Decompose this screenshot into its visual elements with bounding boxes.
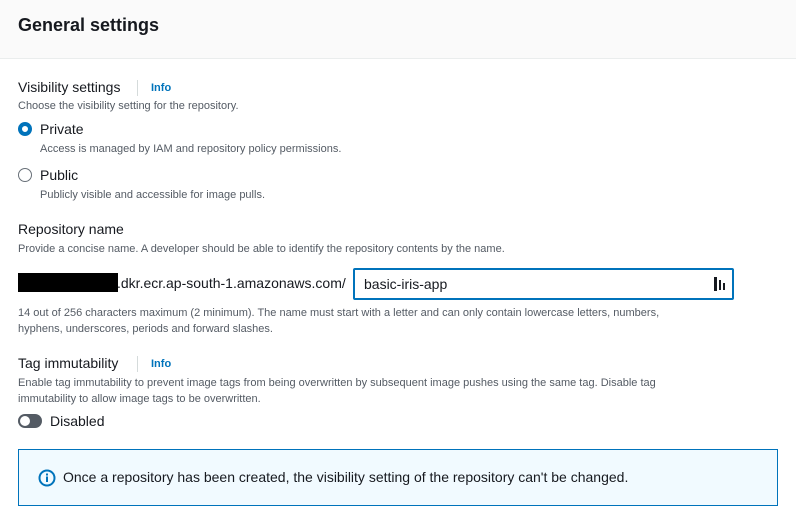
public-radio-label[interactable]: Public	[40, 167, 79, 183]
repository-name-description: Provide a concise name. A developer should be able to identify the repository contents by the name.	[18, 243, 505, 255]
divider	[137, 80, 138, 96]
tag-immutability-description-line2: immutability to allow image tags to be overwritten.	[18, 393, 261, 405]
tag-immutability-info-link[interactable]: Info	[151, 358, 172, 370]
visibility-description: Choose the visibility setting for the repository.	[18, 100, 239, 112]
section-header	[0, 0, 796, 59]
public-radio-description: Publicly visible and accessible for image pulls.	[40, 189, 265, 201]
tag-immutability-toggle[interactable]	[18, 414, 42, 428]
private-radio[interactable]	[18, 122, 32, 136]
repository-name-constraint-line1: 14 out of 256 characters maximum (2 minimum). The name must start with a letter and can only contain lowercase letters, numbers,	[18, 307, 660, 319]
repository-name-value[interactable]: basic-iris-app	[364, 276, 448, 292]
visibility-info-link[interactable]: Info	[151, 82, 172, 94]
visibility-settings-label: Visibility settings	[18, 79, 121, 95]
public-radio[interactable]	[18, 168, 32, 182]
info-circle-icon	[38, 469, 56, 487]
redacted-account-id	[18, 273, 118, 292]
private-radio-label[interactable]: Private	[40, 121, 84, 137]
alert-message: Once a repository has been created, the visibility setting of the repository can't be changed.	[63, 469, 629, 485]
private-radio-description: Access is managed by IAM and repository policy permissions.	[40, 143, 342, 155]
repository-uri-prefix: .dkr.ecr.ap-south-1.amazonaws.com/	[117, 275, 346, 291]
info-alert	[18, 449, 778, 506]
repository-name-input[interactable]	[353, 268, 734, 300]
password-manager-icon[interactable]	[714, 276, 726, 292]
tag-immutability-label: Tag immutability	[18, 355, 119, 371]
repository-name-label: Repository name	[18, 221, 124, 237]
tag-immutability-description-line1: Enable tag immutability to prevent image tags from being overwritten by subsequent image pushes using the same tag. Disable tag	[18, 377, 656, 389]
tag-immutability-toggle-label: Disabled	[50, 413, 105, 429]
divider	[137, 356, 138, 372]
section-title: General settings	[18, 15, 160, 35]
repository-name-constraint-line2: hyphens, underscores, periods and forward slashes.	[18, 323, 273, 335]
toggle-knob	[20, 416, 30, 426]
